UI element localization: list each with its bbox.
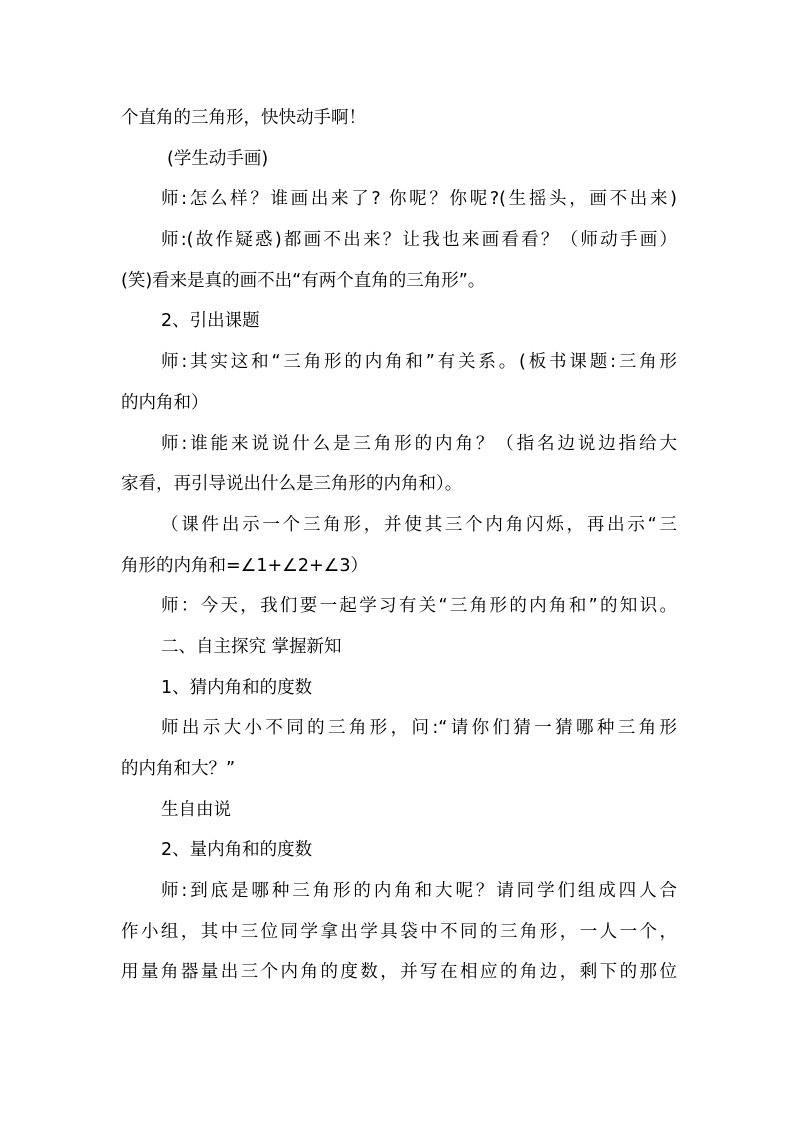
text-line: 的内角和）: [121, 392, 209, 413]
text-line: 师：今天，我们要一起学习有关“三角形的内角和”的知识。: [161, 596, 677, 617]
text-line: 师:到底是哪种三角形的内角和大呢？请同学们组成四人合: [161, 881, 677, 902]
text-line: 个直角的三角形，快快动手啊！: [121, 108, 366, 128]
text-line: (学生动手画): [167, 148, 269, 169]
text-line: 2、量内角和的度数: [161, 840, 313, 861]
text-line: 角形的内角和=∠1+∠2+∠3）: [121, 555, 368, 576]
text-line: (笑)看来是真的画不出“有两个直角的三角形”。: [121, 270, 486, 291]
text-line: 1、猜内角和的度数: [161, 677, 313, 698]
text-line: 的内角和大？”: [121, 759, 236, 779]
text-line: 2、引出课题: [161, 311, 260, 332]
text-line: 师:其实这和“三角形的内角和”有关系。(板书课题:三角形: [161, 352, 677, 373]
text-line: 师:(故作疑惑)都画不出来？让我也来画看看？（师动手画）: [161, 230, 677, 251]
document-body: [121, 98, 677, 993]
text-line: 作小组，其中三位同学拿出学具袋中不同的三角形，一人一个，: [121, 921, 677, 942]
text-line: 师:谁能来说说什么是三角形的内角？（指名边说边指给大: [161, 433, 677, 454]
text-line: 用量角器量出三个内角的度数，并写在相应的角边，剩下的那位: [121, 962, 677, 983]
text-line: 师出示大小不同的三角形，问:“请你们猜一猜哪种三角形: [161, 718, 677, 739]
text-line: 家看，再引导说出什么是三角形的内角和）。: [121, 474, 463, 495]
text-line: 生自由说: [161, 799, 231, 820]
text-line: （课件出示一个三角形，并使其三个内角闪烁，再出示“三: [161, 514, 677, 535]
text-line: 师:怎么样？谁画出来了? 你呢？你呢?(生摇头，画不出来): [161, 189, 677, 210]
text-line: 二、自主探究 掌握新知: [161, 636, 342, 657]
